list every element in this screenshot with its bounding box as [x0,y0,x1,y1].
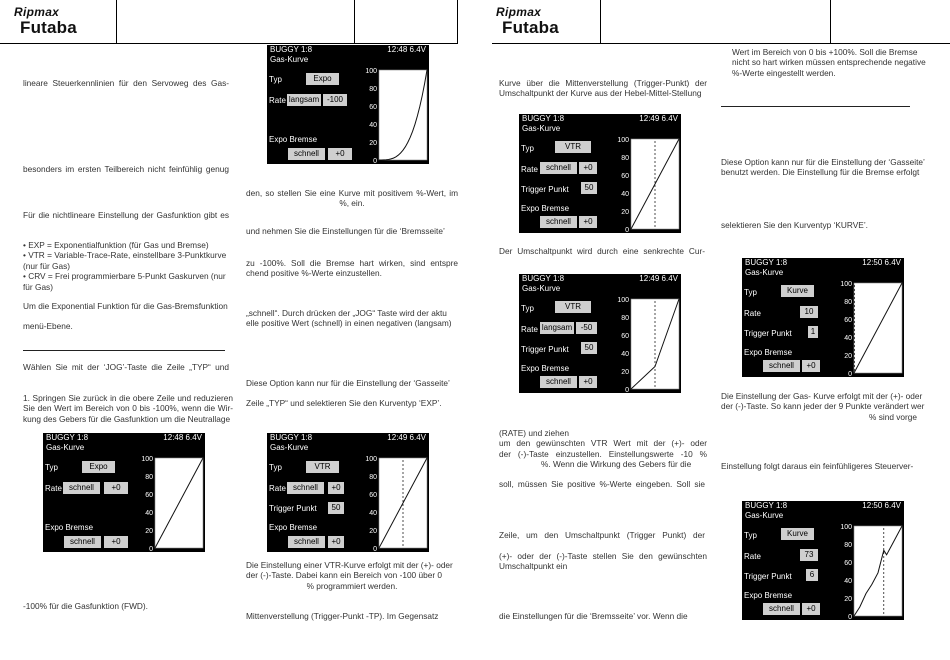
section-divider [721,106,910,107]
col1-paragraph: lineare Steuerkennlinien für den Servoweg des Gas- [23,78,229,88]
menu-title: Gas-Kurve [745,511,784,520]
brake-value: +0 [802,603,820,615]
curve-graph [594,274,681,393]
curve-graph [342,433,429,552]
header-divider [116,0,117,44]
curve-graph [594,114,681,233]
typ-value: VTR [555,301,591,313]
brake-mode: schnell [64,536,101,548]
curve-graph [817,501,904,620]
typ-value: Expo [306,73,339,85]
axis-tick-label: 80 [621,315,629,322]
clock-voltage: 12:50 6.4V [862,258,901,267]
lcd-screen [267,433,429,552]
trigger-value: 50 [581,182,597,194]
brand-ripmax: Ripmax [14,5,60,19]
rate-label: Rate [521,325,538,334]
axis-tick-label: 20 [145,528,153,535]
col2-paragraph: den, so stellen Sie eine Kurve mit positivem %-Wert, im %, ein. [246,188,458,209]
axis-tick-label: 80 [369,474,377,481]
axis-tick-label: 20 [621,209,629,216]
brake-value: +0 [328,148,352,160]
col2-paragraph: Mittenverstellung (Trigger-Punkt -TP). Im Gegensatz [246,611,439,621]
trigger-label: Trigger Punkt [521,345,569,354]
col2-paragraph: „schnell“. Durch drücken der „JOG“ Taste wird der aktu elle positive Wert (schnell) in einen negativen (langsam) [246,308,452,329]
rate-label: Rate [744,552,761,561]
axis-tick-label: 100 [617,137,629,144]
col2-paragraph: und nehmen Sie die Einstellungen für die ‘Bremsseite’ [246,226,445,236]
brake-value: +0 [104,536,128,548]
axis-tick-label: 60 [621,333,629,340]
rate-mode: schnell [287,482,324,494]
brake-value: +0 [579,216,597,228]
brand-futaba: Futaba [20,18,77,37]
axis-tick-label: 100 [365,456,377,463]
axis-tick-label: 100 [617,297,629,304]
model-name: BUGGY 1:8 [522,274,565,283]
rate-value: +0 [579,162,597,174]
axis-tick-label: 40 [145,510,153,517]
brake-value: +0 [328,536,344,548]
brand-logo-left [8,6,88,40]
brand-logo-right [490,6,570,40]
axis-tick-label: 0 [373,546,377,552]
lcd-screen [519,114,681,233]
col1-paragraph: besonders im ersten Teilbereich nicht feinfühlig genug [23,164,229,174]
typ-value: Kurve [781,528,814,540]
axis-tick-label: 0 [373,158,377,164]
brake-label: Expo Bremse [45,523,94,532]
rate-value: 73 [800,549,818,561]
axis-tick-label: 0 [848,614,852,620]
header-divider [457,0,458,44]
axis-tick-label: 80 [844,542,852,549]
menu-title: Gas-Kurve [270,55,309,64]
rate-value: +0 [328,482,344,494]
model-name: BUGGY 1:8 [745,501,788,510]
col4-paragraph: Die Einstellung der Gas- Kurve erfolgt mit der (+)- oder der (-)-Taste. So kann jeder der 9 Punkte verändert wer % sind vorge [721,391,925,422]
brake-mode: schnell [540,376,577,388]
typ-label: Typ [45,463,58,472]
axis-tick-label: 40 [844,335,852,342]
brake-value: +0 [579,376,597,388]
typ-label: Typ [269,463,282,472]
brake-mode: schnell [288,536,325,548]
clock-voltage: 12:49 6.4V [639,274,678,283]
model-name: BUGGY 1:8 [745,258,788,267]
col3-paragraph: (+)- oder der (-)-Taste stellen Sie den gewünschten Umschaltpunkt ein [499,551,707,572]
axis-tick-label: 20 [844,353,852,360]
lcd-screen [742,258,904,377]
brake-mode: schnell [540,216,577,228]
trigger-label: Trigger Punkt [744,329,792,338]
trigger-label: Trigger Punkt [521,185,569,194]
col4-paragraph: selektieren Sie den Kurventyp ‘KURVE’. [721,220,868,230]
axis-tick-label: 60 [145,492,153,499]
typ-value: Expo [82,461,115,473]
brake-label: Expo Bremse [744,348,793,357]
section-divider [23,350,225,351]
rate-label: Rate [744,309,761,318]
trigger-value: 1 [808,326,818,338]
brand-ripmax: Ripmax [496,5,542,19]
col1-paragraph: menü-Ebene. [23,321,73,331]
col2-paragraph: Diese Option kann nur für die Einstellung der ‘Gasseite’ [246,378,450,388]
clock-voltage: 12:48 6.4V [163,433,202,442]
axis-tick-label: 20 [369,528,377,535]
list-item: • VTR = Variable-Trace-Rate, einstellbare 3-Punktkurve [23,250,227,261]
rate-label: Rate [45,484,62,493]
typ-value: VTR [555,141,591,153]
plot-area [631,299,679,389]
header-divider [830,0,831,44]
model-name: BUGGY 1:8 [46,433,89,442]
col1-paragraph: -100% für die Gasfunktion (FWD). [23,601,148,611]
col2-paragraph: Zeile „TYP“ und selektieren Sie den Kurventyp ‘EXP’. [246,398,442,408]
brake-mode: schnell [763,603,800,615]
rate-label: Rate [521,165,538,174]
rate-value: -50 [576,322,597,334]
col1-paragraph: 1. Springen Sie zurück in die obere Zeile und reduzieren Sie den Wert im Bereich von 0 bis -100%, wenn die Wir- kung des Gebers für die Gasfunktion um die Neutrallage [23,393,233,424]
col4-paragraph: Wert im Bereich von 0 bis +100%. Soll die Bremse nicht so hart wirken müssen entsprechende negative %-Werte eingestellt werden. [732,47,926,78]
trigger-value: 50 [328,502,344,514]
col4-paragraph: Einstellung folgt daraus ein feinfühligeres Steuerver- [721,461,914,471]
rate-mode: schnell [540,162,577,174]
col4-paragraph: Diese Option kann nur für die Einstellung der ‘Gasseite’ benutzt werden. Die Einstellung für die Bremse erfolgt [721,157,925,178]
clock-voltage: 12:49 6.4V [639,114,678,123]
axis-tick-label: 20 [844,596,852,603]
trigger-value: 50 [581,342,597,354]
axis-tick-label: 20 [369,140,377,147]
typ-value: VTR [306,461,339,473]
axis-tick-label: 60 [844,317,852,324]
header-divider [600,0,601,44]
rate-value: +0 [104,482,128,494]
axis-tick-label: 60 [369,492,377,499]
menu-title: Gas-Kurve [46,443,85,452]
axis-tick-label: 60 [844,560,852,567]
axis-tick-label: 100 [840,281,852,288]
typ-label: Typ [521,144,534,153]
axis-tick-label: 80 [844,299,852,306]
axis-tick-label: 40 [621,351,629,358]
typ-label: Typ [269,75,282,84]
curve-graph [118,433,205,552]
clock-voltage: 12:50 6.4V [862,501,901,510]
header-divider [354,0,355,44]
rate-label: Rate [269,484,286,493]
trigger-value: 6 [806,569,818,581]
model-name: BUGGY 1:8 [270,45,313,54]
axis-tick-label: 60 [369,104,377,111]
axis-tick-label: 100 [365,68,377,75]
col2-paragraph: zu -100%. Soll die Bremse hart wirken, sind entspre chend positive %-Werte einzustellen. [246,258,458,279]
brake-label: Expo Bremse [269,523,318,532]
header-rule-right [492,43,950,44]
list-item: • CRV = Frei programmierbare 5-Punkt Gaskurven (nur [23,271,226,282]
axis-tick-label: 0 [149,546,153,552]
typ-value: Kurve [781,285,814,297]
clock-voltage: 12:48 6.4V [387,45,426,54]
list-item: • EXP = Exponentialfunktion (für Gas und Bremse) [23,240,209,250]
typ-label: Typ [744,288,757,297]
col3-paragraph: die Einstellungen für die ‘Bremsseite’ vor. Wenn die [499,611,688,621]
rate-mode: langsam [541,323,573,332]
col3-paragraph: soll, müssen Sie positive %-Werte eingeben. Soll sie [499,479,705,489]
header-rule-left [0,43,458,44]
axis-tick-label: 100 [840,524,852,531]
rate-label: Rate [269,96,286,105]
typ-label: Typ [744,531,757,540]
list-item: für Gas) [23,281,53,292]
brake-mode: schnell [288,148,325,160]
menu-title: Gas-Kurve [270,443,309,452]
axis-tick-label: 40 [844,578,852,585]
col1-type-list [23,240,233,292]
col1-paragraph: Für die nichtlineare Einstellung der Gasfunktion gibt es [23,210,229,220]
brake-label: Expo Bremse [521,204,570,213]
brake-label: Expo Bremse [744,591,793,600]
menu-title: Gas-Kurve [745,268,784,277]
lcd-screen [43,433,205,552]
brake-label: Expo Bremse [521,364,570,373]
lcd-screen [742,501,904,620]
axis-tick-label: 0 [848,371,852,377]
axis-tick-label: 0 [625,227,629,233]
menu-title: Gas-Kurve [522,124,561,133]
axis-tick-label: 100 [141,456,153,463]
axis-tick-label: 60 [621,173,629,180]
rate-value: -100 [323,94,347,106]
axis-tick-label: 80 [369,86,377,93]
col3-paragraph: Zeile, um den Umschaltpunkt (Trigger Punkt) der [499,530,705,540]
menu-title: Gas-Kurve [522,284,561,293]
axis-tick-label: 80 [621,155,629,162]
list-item: (nur für Gas) [23,260,71,271]
axis-tick-label: 20 [621,369,629,376]
clock-voltage: 12:49 6.4V [387,433,426,442]
axis-tick-label: 40 [621,191,629,198]
model-name: BUGGY 1:8 [522,114,565,123]
curve-graph [342,45,429,164]
lcd-screen [267,45,429,164]
rate-value: 10 [800,306,818,318]
axis-tick-label: 0 [625,387,629,393]
brake-label: Expo Bremse [269,135,318,144]
typ-label: Typ [521,304,534,313]
col3-paragraph: Der Umschaltpunkt wird durch eine senkrechte Cur- [499,246,705,256]
axis-tick-label: 40 [369,122,377,129]
brake-mode: schnell [763,360,800,372]
axis-tick-label: 40 [369,510,377,517]
trigger-label: Trigger Punkt [744,572,792,581]
axis-tick-label: 80 [145,474,153,481]
model-name: BUGGY 1:8 [270,433,313,442]
brand-futaba: Futaba [502,18,559,37]
brake-value: +0 [802,360,820,372]
curve-graph [817,258,904,377]
col2-paragraph: Die Einstellung einer VTR-Kurve erfolgt mit der (+)- oder der (-)-Taste. Dabei kann ein Bereich von -100 über 0 % programmiert werden. [246,560,453,591]
col1-paragraph: Um die Exponential Funktion für die Gas-Bremsfunktion [23,301,228,311]
trigger-label: Trigger Punkt [269,504,317,513]
lcd-screen [519,274,681,393]
col3-paragraph: (RATE) und ziehen um den gewünschten VTR Wert mit der (+)- oder der (-)-Taste einzustellen. Einstellungswerte -10 % %. Wenn die Wirkung des Gebers für die [499,428,707,470]
rate-mode: langsam [288,95,320,104]
rate-mode: schnell [63,482,100,494]
col1-paragraph: Wählen Sie mit der ‘JOG’-Taste die Zeile „TYP“ und [23,362,229,372]
plot-area [379,70,427,160]
col3-paragraph: Kurve über die Mittenverstellung (Trigger-Punkt) der Umschaltpunkt der Kurve aus der Hebel-Mittel-Stellung [499,78,707,99]
